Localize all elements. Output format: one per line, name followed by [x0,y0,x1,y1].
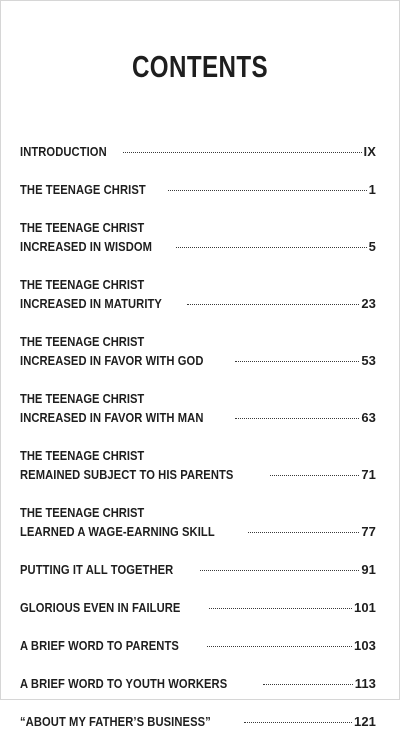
toc-entry-line [20,294,376,313]
dot-leader [248,532,359,533]
toc-entry-title-line1 [20,503,376,522]
toc-entry-title: INCREASED IN WISDOM [20,239,153,254]
toc-entry-favor-god [20,332,376,370]
dot-leader [200,570,359,571]
dot-leader [263,684,353,685]
toc-page-number: IX [363,144,376,159]
toc-entry-title: A BRIEF WORD TO YOUTH WORKERS [20,676,228,691]
toc-entry-word-parents [20,636,376,655]
toc-entry-title: INCREASED IN MATURITY [20,296,162,311]
toc-entry-title: REMAINED SUBJECT TO HIS PARENTS [20,467,234,482]
toc-entry-title-prefix: THE TEENAGE CHRIST [20,334,145,349]
toc-entry-title: INCREASED IN FAVOR WITH MAN [20,410,204,425]
toc-entry-title: A BRIEF WORD TO PARENTS [20,638,179,653]
toc-entry-title: INCREASED IN FAVOR WITH GOD [20,353,204,368]
toc-entry-title: LEARNED A WAGE-EARNING SKILL [20,524,215,539]
toc-entry-wisdom [20,218,376,256]
toc-page-number: 71 [361,467,376,482]
dot-leader [244,722,352,723]
toc-page-number: 53 [361,353,376,368]
toc-entry-title: “ABOUT MY FATHER’S BUSINESS” [20,714,211,729]
toc-entry-line [20,237,376,256]
toc-entry-line [20,522,376,541]
toc-entry-title-line1 [20,446,376,465]
toc-page-number: 103 [354,638,376,653]
toc-entry-introduction [20,142,376,161]
toc-entry-line [20,636,376,655]
toc-entry-title: THE TEENAGE CHRIST [20,182,146,197]
toc-entry-title-line1 [20,275,376,294]
toc-entry-maturity [20,275,376,313]
toc-entry-line [20,560,376,579]
dot-leader [123,152,362,153]
toc-entry-glorious-failure [20,598,376,617]
toc-entry-favor-man [20,389,376,427]
toc-entry-title-prefix: THE TEENAGE CHRIST [20,448,145,463]
toc-entry-teenage-christ [20,180,376,199]
toc-entry-title: INTRODUCTION [20,144,107,159]
table-of-contents [20,142,376,750]
toc-entry-line [20,465,376,484]
toc-entry-youth-workers [20,674,376,693]
toc-entry-title: GLORIOUS EVEN IN FAILURE [20,600,181,615]
dot-leader [235,361,359,362]
toc-entry-line [20,408,376,427]
toc-page-number: 1 [368,182,376,197]
toc-entry-title-line1 [20,332,376,351]
toc-entry-putting-together [20,560,376,579]
dot-leader [270,475,359,476]
toc-entry-line [20,180,376,199]
toc-entry-title-line1 [20,218,376,237]
dot-leader [187,304,359,305]
toc-entry-title-prefix: THE TEENAGE CHRIST [20,505,145,520]
toc-entry-title-line1 [20,389,376,408]
toc-page-number: 121 [354,714,376,729]
toc-entry-wage-skill [20,503,376,541]
toc-entry-title-prefix: THE TEENAGE CHRIST [20,277,145,292]
toc-entry-line [20,351,376,370]
dot-leader [176,247,367,248]
dot-leader [168,190,366,191]
toc-page-number: 63 [361,410,376,425]
toc-entry-line [20,142,376,161]
toc-page-number: 113 [354,676,376,691]
contents-heading: CONTENTS [131,49,269,84]
toc-entry-title-prefix: THE TEENAGE CHRIST [20,220,145,235]
toc-entry-title-prefix: THE TEENAGE CHRIST [20,391,145,406]
toc-entry-subject-parents [20,446,376,484]
toc-page-number: 23 [361,296,376,311]
dot-leader [207,646,352,647]
toc-entry-line [20,674,376,693]
toc-page-number: 91 [361,562,376,577]
toc-entry-fathers-business [20,712,376,731]
dot-leader [209,608,352,609]
toc-entry-title: PUTTING IT ALL TOGETHER [20,562,174,577]
toc-page-number: 77 [361,524,376,539]
toc-page-number: 5 [368,239,376,254]
toc-entry-line [20,598,376,617]
toc-entry-line [20,712,376,731]
dot-leader [235,418,359,419]
toc-page-number: 101 [354,600,376,615]
